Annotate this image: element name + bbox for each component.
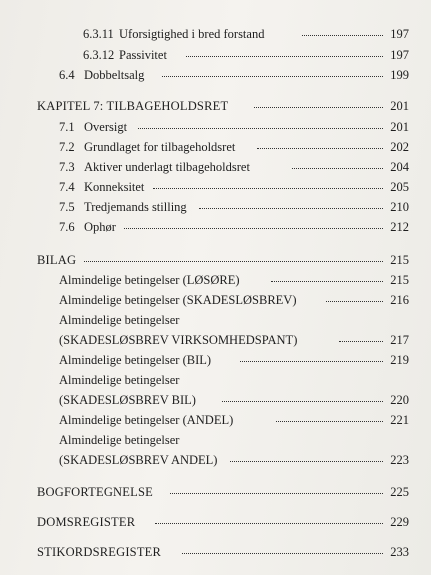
toc-entry: [0, 41, 431, 61]
section-title: Aktiver underlagt tilbageholdsret: [84, 159, 250, 174]
leader-dots: [186, 56, 383, 57]
page-number: 216: [390, 292, 409, 307]
toc-entry: [0, 61, 431, 81]
toc-chapter-heading: [0, 92, 431, 112]
toc-chapter-heading: [0, 478, 431, 498]
appendix-title: Almindelige betingelser: [59, 312, 180, 327]
leader-dots: [326, 301, 383, 302]
section-title: Grundlaget for tilbageholdsret: [84, 139, 236, 154]
toc-entry: [0, 213, 431, 233]
toc-entry: [0, 153, 431, 173]
page-number: 220: [390, 392, 409, 407]
page-number: 205: [390, 179, 409, 194]
section-title: Konneksitet: [84, 179, 145, 194]
leader-dots: [162, 76, 383, 77]
page-number: 212: [390, 219, 409, 234]
appendix-title: Almindelige betingelser: [59, 372, 180, 387]
page-number: 204: [390, 159, 409, 174]
toc-entry: [0, 173, 431, 193]
toc-chapter-heading: [0, 508, 431, 528]
leader-dots: [257, 148, 383, 149]
page-number: 219: [390, 352, 409, 367]
page-number: 201: [390, 98, 409, 113]
toc-entry-line: [0, 306, 431, 326]
page-number: 225: [390, 484, 409, 499]
section-number: 6.4: [59, 67, 75, 82]
page-number: 217: [390, 332, 409, 347]
section-number: 6.3.11: [83, 26, 114, 41]
section-number: 6.3.12: [83, 47, 115, 62]
chapter-title: STIKORDSREGISTER: [37, 544, 162, 559]
leader-dots: [254, 107, 383, 108]
leader-dots: [271, 281, 383, 282]
section-title: Passivitet: [119, 47, 167, 62]
page-number: 202: [390, 139, 409, 154]
section-title: Uforsigtighed i bred forstand: [119, 26, 265, 41]
leader-dots: [170, 493, 383, 494]
appendix-title: Almindelige betingelser (BIL): [59, 352, 212, 367]
leader-dots: [138, 128, 383, 129]
toc-entry: [0, 286, 431, 306]
leader-dots: [182, 553, 383, 554]
leader-dots: [302, 35, 383, 36]
appendix-title: Almindelige betingelser (SKADESLØSBREV): [59, 292, 297, 307]
section-title: Tredjemands stilling: [84, 199, 187, 214]
toc-entry-line: [0, 366, 431, 386]
page-number: 201: [390, 119, 409, 134]
page-number: 197: [390, 47, 409, 62]
page-number: 215: [390, 252, 409, 267]
leader-dots: [276, 421, 383, 422]
toc-entry: [0, 326, 431, 346]
leader-dots: [199, 208, 383, 209]
section-number: 7.5: [59, 199, 75, 214]
appendix-title: (SKADESLØSBREV VIRKSOMHEDSPANT): [59, 332, 298, 347]
appendix-title: Almindelige betingelser (LØSØRE): [59, 272, 240, 287]
chapter-title: DOMSREGISTER: [37, 514, 136, 529]
leader-dots: [153, 188, 383, 189]
leader-dots: [240, 361, 383, 362]
section-number: 7.3: [59, 159, 75, 174]
page-number: 215: [390, 272, 409, 287]
page-number: 199: [390, 67, 409, 82]
toc-chapter-heading: [0, 538, 431, 558]
page-number: 210: [390, 199, 409, 214]
section-title: Dobbeltsalg: [84, 67, 145, 82]
section-number: 7.1: [59, 119, 75, 134]
leader-dots: [222, 401, 383, 402]
appendix-title: (SKADESLØSBREV ANDEL): [59, 452, 218, 467]
section-number: 7.6: [59, 219, 75, 234]
chapter-title: BOGFORTEGNELSE: [37, 484, 153, 499]
toc-chapter-heading: [0, 246, 431, 266]
toc-entry: [0, 446, 431, 466]
appendix-title: Almindelige betingelser: [59, 432, 180, 447]
page-number: 229: [390, 514, 409, 529]
leader-dots: [155, 523, 383, 524]
chapter-title: KAPITEL 7: TILBAGEHOLDSRET: [37, 98, 229, 113]
appendix-title: Almindelige betingelser (ANDEL): [59, 412, 234, 427]
section-number: 7.4: [59, 179, 75, 194]
leader-dots: [84, 261, 383, 262]
leader-dots: [124, 228, 383, 229]
toc-entry: [0, 20, 431, 40]
toc-entry: [0, 386, 431, 406]
page-number: 197: [390, 26, 409, 41]
leader-dots: [292, 168, 383, 169]
toc-entry-line: [0, 426, 431, 446]
toc-entry: [0, 346, 431, 366]
leader-dots: [339, 341, 383, 342]
leader-dots: [230, 461, 383, 462]
chapter-title: BILAG: [37, 252, 77, 267]
page-number: 221: [390, 412, 409, 427]
toc-entry: [0, 113, 431, 133]
toc-entry: [0, 193, 431, 213]
section-title: Oversigt: [84, 119, 128, 134]
toc-entry: [0, 133, 431, 153]
toc-entry: [0, 266, 431, 286]
page-number: 223: [390, 452, 409, 467]
section-number: 7.2: [59, 139, 75, 154]
page-number: 233: [390, 544, 409, 559]
section-title: Ophør: [84, 219, 116, 234]
toc-entry: [0, 406, 431, 426]
appendix-title: (SKADESLØSBREV BIL): [59, 392, 196, 407]
